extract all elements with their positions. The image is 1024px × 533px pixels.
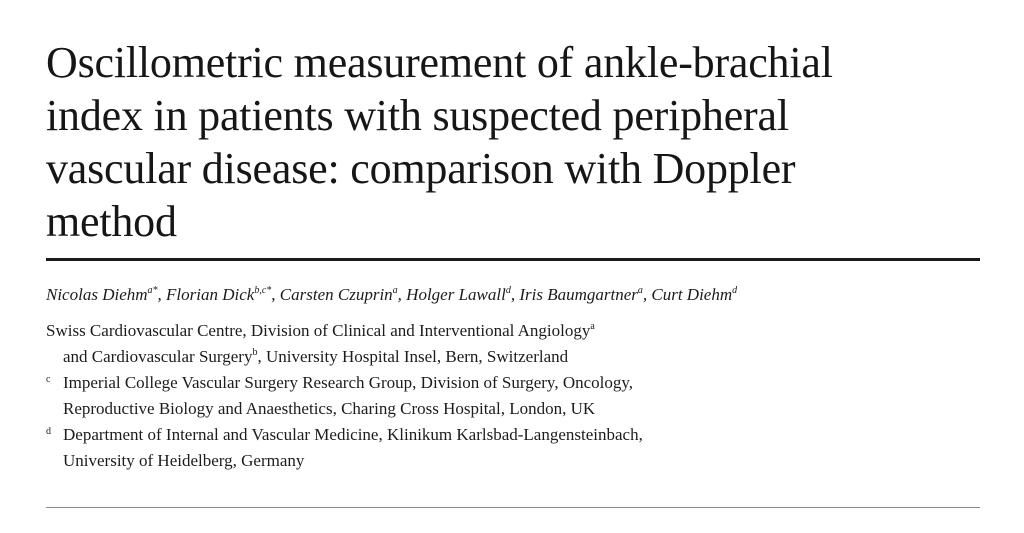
affiliation-line: [46, 318, 980, 344]
affiliation-bern: [46, 318, 980, 370]
author-separator: ,: [510, 285, 520, 304]
author-name: Holger Lawall: [406, 285, 506, 304]
author-separator: ,: [642, 285, 652, 304]
affiliation-text: and Cardiovascular Surgery: [63, 347, 253, 366]
affiliation-line: Reproductive Biology and Anaesthetics, Charing Cross Hospital, London, UK: [63, 399, 596, 418]
affiliation-marker: a: [590, 321, 595, 332]
author: [519, 285, 651, 304]
author-name: Curt Diehm: [651, 285, 733, 304]
title-line: Oscillometric measurement of ankle-brachial: [46, 38, 833, 87]
paper-title: [46, 36, 980, 248]
paper-header: [46, 0, 980, 533]
section-divider: [46, 507, 980, 508]
affiliation-marker: c: [46, 374, 51, 385]
affiliation-line: [63, 344, 980, 370]
affiliation-line: Department of Internal and Vascular Medicine, Klinikum Karlsbad-Langensteinbach,: [63, 425, 643, 444]
author: [166, 285, 280, 304]
affiliation-marker: b: [252, 347, 258, 358]
affiliation-text: Swiss Cardiovascular Centre, Division of Clinical and Interventional Angiology: [46, 321, 591, 340]
author-name: Iris Baumgartner: [519, 285, 638, 304]
author-separator: ,: [271, 285, 280, 304]
author: [46, 285, 166, 304]
author-affiliation-marker: d: [732, 285, 738, 296]
author: [280, 285, 406, 304]
affiliation-line: University of Heidelberg, Germany: [63, 451, 305, 470]
affiliation-text: , University Hospital Insel, Bern, Switzerland: [257, 347, 569, 366]
author-affiliation-marker: a: [392, 285, 398, 296]
author-affiliation-marker: d: [505, 285, 511, 296]
author-separator: ,: [397, 285, 407, 304]
affiliation-list: [46, 318, 980, 474]
author-separator: ,: [157, 285, 167, 304]
author-list: [46, 283, 980, 307]
title-line: vascular disease: comparison with Doppler: [46, 144, 796, 193]
title-line: method: [46, 197, 177, 246]
title-line: index in patients with suspected peripheral: [46, 91, 789, 140]
affiliation-heidelberg: [46, 422, 980, 474]
author: [651, 285, 737, 304]
author-affiliation-marker: a*: [147, 285, 158, 296]
affiliation-london: [46, 370, 980, 422]
author-affiliation-marker: b,c*: [254, 285, 272, 296]
author-name: Nicolas Diehm: [46, 285, 148, 304]
author-affiliation-marker: a: [637, 285, 643, 296]
author-name: Florian Dick: [166, 285, 255, 304]
affiliation-marker: d: [46, 426, 51, 437]
affiliation-line: Imperial College Vascular Surgery Research Group, Division of Surgery, Oncology,: [63, 373, 634, 392]
author-name: Carsten Czuprin: [279, 285, 393, 304]
author: [406, 285, 519, 304]
title-divider: [46, 258, 980, 261]
